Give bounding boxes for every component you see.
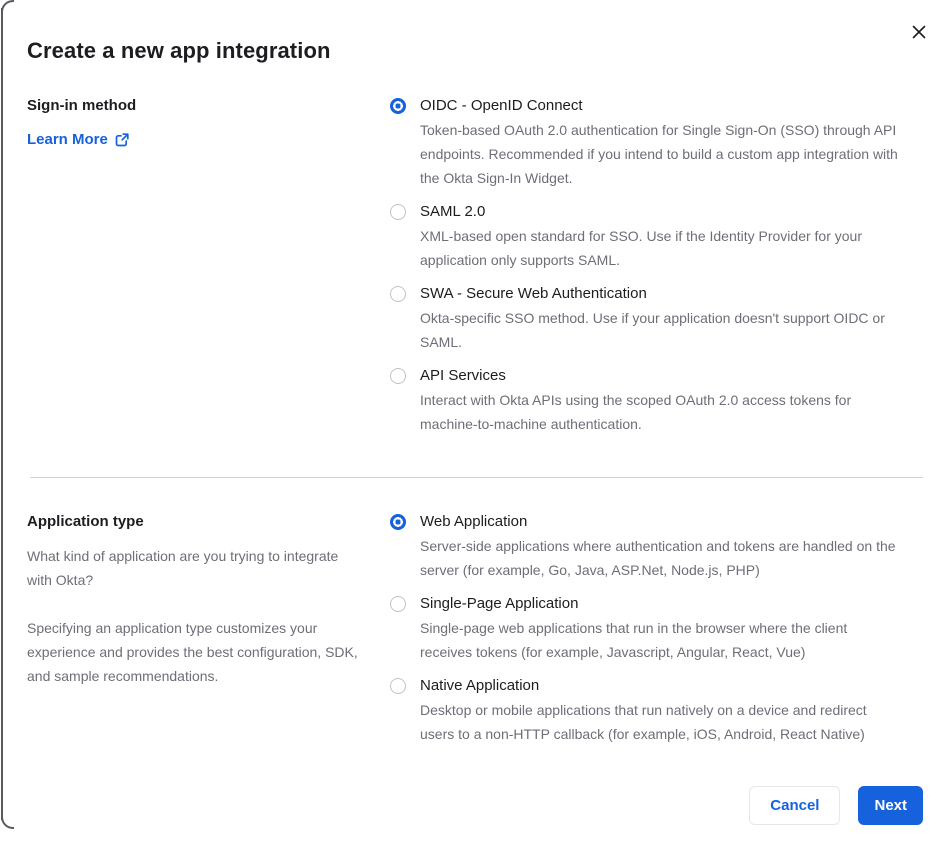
radio-unselected-icon[interactable] [390,286,406,302]
signin-method-heading: Sign-in method [27,97,137,114]
radio-selected-icon[interactable] [390,98,406,114]
signin-method-options [390,94,902,446]
signin-method-left-column [27,94,362,446]
option-text [420,674,902,746]
radio-option-description: XML-based open standard for SSO. Use if the Identity Provider for your application only supports SAML. [420,228,862,268]
application-type-heading: Application type [27,513,144,530]
close-icon [912,25,926,39]
radio-option-description: Desktop or mobile applications that run natively on a device and redirect users to a non-HTTP callback (for example, iOS, Android, React Native) [420,702,867,742]
radio-unselected-icon[interactable] [390,204,406,220]
learn-more-label: Learn More [27,131,108,148]
modal-footer [27,786,923,849]
radio-option-swa[interactable] [390,282,902,354]
radio-option-web-application[interactable] [390,510,902,582]
radio-option-native-application[interactable] [390,674,902,746]
radio-option-saml[interactable] [390,200,902,272]
external-link-icon [115,133,129,147]
create-app-integration-modal [3,0,950,830]
radio-option-description: Server-side applications where authentication and tokens are handled on the server (for example, Go, Java, ASP.Net, Node.js, PHP) [420,538,896,578]
dialog-corner-top-left [1,0,14,13]
application-type-section [27,510,923,756]
radio-option-label: API Services [420,367,506,384]
option-text [420,200,902,272]
application-type-paragraph-2: Specifying an application type customizes your experience and provides the best configuration, SDK, and sample recommendations. [27,620,358,684]
cancel-button[interactable]: Cancel [749,786,840,825]
option-text [420,364,902,436]
application-type-options [390,510,902,756]
radio-option-description: Interact with Okta APIs using the scoped OAuth 2.0 access tokens for machine-to-machine authentication. [420,392,852,432]
radio-option-label: Web Application [420,513,528,530]
radio-unselected-icon[interactable] [390,678,406,694]
radio-option-label: Native Application [420,677,540,694]
radio-option-description: Okta-specific SSO method. Use if your application doesn't support OIDC or SAML. [420,310,885,350]
radio-option-api-services[interactable] [390,364,902,436]
radio-option-label: OIDC - OpenID Connect [420,97,583,114]
application-type-left-column [27,510,362,756]
application-type-paragraph-1: What kind of application are you trying to integrate with Okta? [27,548,339,588]
radio-option-description: Single-page web applications that run in the browser where the client receives tokens (for example, Javascript, Angular, React, Vue) [420,620,848,660]
option-text [420,510,902,582]
next-button[interactable]: Next [858,786,923,825]
modal-title: Create a new app integration [27,38,331,63]
close-button[interactable] [909,22,929,42]
dialog-left-edge [1,8,3,820]
section-divider [30,477,923,478]
radio-option-label: SWA - Secure Web Authentication [420,285,647,302]
radio-unselected-icon[interactable] [390,596,406,612]
option-text [420,592,902,664]
radio-option-description: Token-based OAuth 2.0 authentication for Single Sign-On (SSO) through API endpoints. Recommended if you intend to build a custom app integration with the Okta Sign-In Widget. [420,122,898,186]
option-text [420,282,902,354]
signin-method-section [27,94,923,446]
radio-option-label: SAML 2.0 [420,203,486,220]
radio-option-single-page-application[interactable] [390,592,902,664]
option-text [420,94,902,190]
radio-option-label: Single-Page Application [420,595,579,612]
radio-option-oidc[interactable] [390,94,902,190]
radio-selected-icon[interactable] [390,514,406,530]
radio-unselected-icon[interactable] [390,368,406,384]
learn-more-link[interactable] [27,128,129,152]
